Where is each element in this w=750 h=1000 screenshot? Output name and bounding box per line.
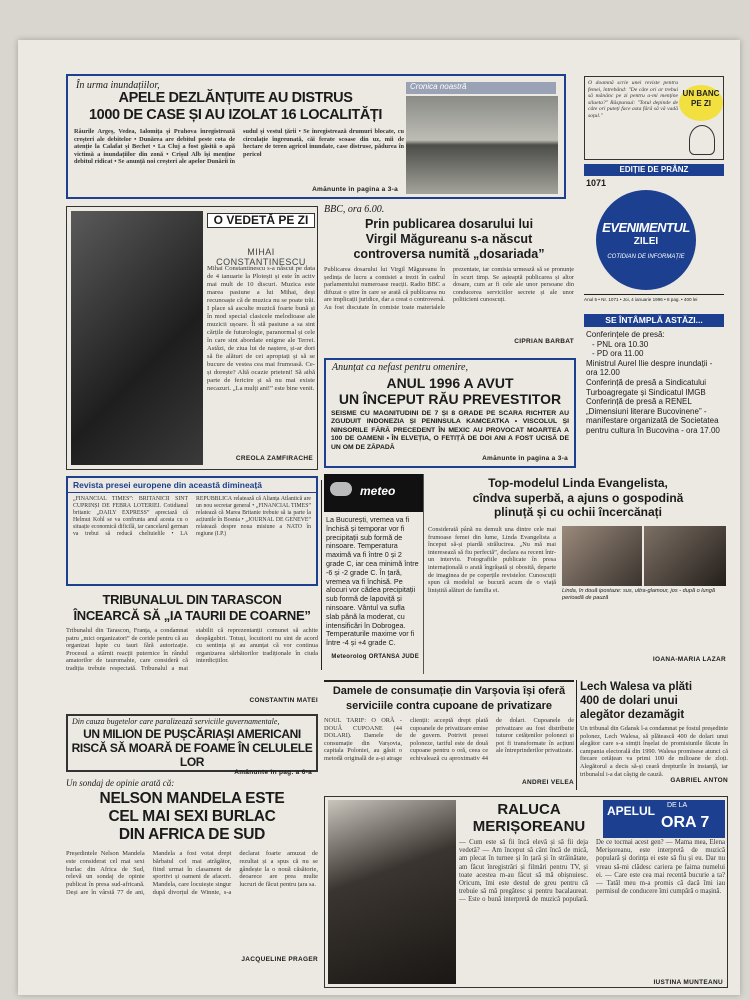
events-item: „Dimensiuni literare Bucovinene” - manifestare organizată de Societatea pentru cultura în Bucovina - ora 17.00 — [586, 406, 720, 435]
tarascon-story — [66, 592, 318, 712]
cartoon-face-icon — [689, 125, 715, 155]
linda-headline: Top-modelul Linda Evangelista, cîndva superbă, a ajuns o gospodină plinuță și cu ochii încercănați — [472, 476, 684, 519]
year-body: SEISME CU MAGNITUDINI DE 7 ȘI 8 GRADE PE SCARA RICHTER AU ZGUDUIT INDONEZIA ȘI PENINSULA KAMCEATKA • VISCOLUL ȘI NINSORILE FĂRĂ PRECEDENT ÎN MEXIC AU PROVOCAT MOARTEA A 100 DE OAMENI • ÎN ELVEȚIA, O FETIȚĂ DE DOI ANI A FOST UCISĂ DE UN OM DE ZĂPADĂ — [331, 410, 569, 451]
press-review-title: Revista presei europene din această dimineață — [68, 478, 316, 493]
tarascon-author: CONSTANTIN MATEI — [249, 697, 318, 704]
mandela-kicker: Un sondaj de opinie arată că: — [66, 778, 175, 788]
flood-headline: APELE DEZLĂNȚUITE AU DISTRUS 1000 DE CASE ȘI AU IZOLAT 16 LOCALITĂȚI — [89, 90, 382, 123]
warsaw-headline: Damele de consumație din Varșovia își oferă serviciile contra cupoane de privatizare — [324, 680, 574, 714]
walesa-author: GABRIEL ANTON — [670, 777, 728, 784]
meteo-header — [324, 474, 423, 512]
banc-text: O doamnă scrie unei reviste pentru femei, întrebând: "De câte ori ar trebui să mănânc pe zi pentru a-mi menține silueta?" Răspunsul: "Totul depinde de câte ori puteți face asta fără să vă vadă soțul." — [588, 80, 678, 119]
masthead — [584, 164, 724, 312]
flood-kicker: În urma inundațiilor, — [76, 80, 160, 91]
flood-story — [66, 74, 566, 199]
events-item: - PNL ora 10.30 — [592, 339, 649, 349]
mandela-author: JACQUELINE PRAGER — [241, 956, 318, 963]
year-note: Amănunte în pagina a 3-a — [482, 455, 568, 463]
raluca-photo — [328, 800, 456, 984]
prisoners-kicker: Din cauza bugetelor care paralizează serviciile guvernamentale, — [72, 717, 280, 726]
events-title: SE ÎNTÂMPLĂ ASTĂZI... — [584, 314, 724, 327]
flood-strip: Cronica noastră — [406, 82, 556, 94]
meteo-body: La București, vremea va fi închisă și temporar vor fi precipitații sub formă de ninsoare. Temperatura maximă va fi între 0 și 2 grade C, iar cea minimă între -6 și -2 grade C. În țară, vremea va fi închisă. Pe alocuri vor cădea precipitații sub formă de lapoviță și ninsoare. Vântul va sufla slab până la moderat, cu intensificări în Dobrogea. Temperaturile maxime vor fi între -4 și +4 grade C. — [326, 515, 419, 648]
events-item: Ministrul Aurel Ilie despre inundații - ora 12.00 — [586, 358, 713, 378]
meteo-box — [324, 474, 424, 674]
apel-badge: APELUL DE LA ORA 7 — [603, 800, 725, 838]
edition-label: EDIȚIE DE PRÂNZ — [584, 164, 724, 176]
vedeta-author: CREOLA ZAMFIRACHE — [235, 455, 313, 462]
newspaper-page — [18, 40, 740, 995]
issue-date: Anul 5 • Nr. 1071 • Joi, 4 ianuarie 1996 • 8 pag. • 400 lei — [584, 294, 724, 302]
raluca-interview — [324, 796, 728, 988]
walesa-story — [580, 680, 728, 792]
banc-title: UN BANC PE ZI — [679, 85, 723, 121]
vedeta-body: Mihai Constantinescu s-a născut pe data de 4 ianuarie la Ploiești și este în activ mai mult de 10 discuri. Muzica este marea pasiune a lui Mihai, deși recunoaște că de muzica nu se poate trăi. I place să asculte muzică foarte bună și în mod special clasicele melodioase ale muzicii ușoare. Îi stă pasiune a sa sint cărțile de futurologie, paranormal și cele în care sint abordate enigme ale Terrei. Astăzi, de ziua lui de naștere, și-ar dori să fie alături de cei apropiați și să se bucure de vestea cea mai frumoasă. Ce-și dorește? Altă ocazie prieteni! Să aibă parte de fericire și să nu mai existe necazuri. „La mulți ani!” este bine venit. — [207, 265, 315, 392]
raluca-author: IUSTINA MUNTEANU — [653, 979, 723, 986]
vedeta-photo — [71, 211, 203, 465]
flood-photo — [406, 96, 558, 194]
year-kicker: Anunțat ca nefast pentru omenire, — [332, 362, 468, 373]
banc-box — [584, 76, 724, 160]
mandela-headline: NELSON MANDELA ESTE CEL MAI SEXI BURLAC DIN AFRICA DE SUD — [99, 790, 285, 843]
linda-photo-1 — [562, 526, 642, 586]
raluca-name: RALUCA MERIȘOREANU — [472, 801, 586, 835]
flood-note: Amănunte în pagina a 3-a — [312, 186, 398, 193]
linda-story — [428, 476, 728, 676]
dosar-story — [324, 204, 574, 354]
warsaw-story — [324, 680, 574, 792]
walesa-headline: Lech Walesa va plăti 400 de dolari unui alegător dezamăgit — [580, 681, 693, 721]
meteo-author: Meteorolog ORTANSA JUDE — [331, 654, 419, 660]
linda-author: IOANA-MARIA LAZAR — [652, 656, 726, 663]
linda-photo-2 — [644, 526, 726, 586]
walesa-body: Un tribunal din Gdansk l-a condamnat pe fostul președinte polonez, Lech Walesa, să plătească 400 de dolari unui alegător care s-a simțit înșelat de promisiunile făcute în campania electorală din 1990. Walesa promisese atunci că fiecare cetățean va primi 100 de milioane de zloți. Alegătorul a decis să-și ceară drepturile în instanță, iar tribunalul i-a dat câștig de cauză. — [580, 725, 728, 778]
flood-body: Râurile Argeș, Vedea, Ialomița și Prahova înregistrează creșteri ale debitelor • Dunărea are debitul peste cota de atenție la Calafat și Bechet • La Cluj a fost găsită o apă victimă a inundațiilor din zonă • Crișul Alb își menține debitul ridicat • Se anunță noi creșteri ale apelor Dunării în sudul și vestul țării • Se înregistrează drumuri blocate, cu circulație îngreunată, căi ferate scoase din uz, mii de hectare de teren agricol inundate, case distruse, pădurea în pericol — [74, 128, 404, 166]
events-item: Conferință de presă a Sindicatului Turboagregate și Sindicatul IMGB — [586, 377, 707, 397]
prisoners-headline: UN MILION DE PUȘCĂRIAȘI AMERICANI RISCĂ SĂ MOARĂ DE FOAME ÎN CELULELE LOR — [71, 727, 313, 769]
meteo-label: meteo — [360, 484, 396, 498]
column-rule — [321, 480, 322, 670]
paper-tagline: COTIDIAN DE INFORMAȚIE — [607, 254, 685, 260]
dosar-headline: Prin publicarea dosarului lui Virgil Măgureanu s-a născut controversa numită „dosariada” — [353, 217, 545, 261]
vedeta-name: MIHAI CONSTANTINESCU — [216, 247, 306, 267]
vedeta-box — [66, 206, 318, 470]
mandela-story — [66, 778, 318, 990]
events-item: Conferințele de presă: — [586, 330, 665, 339]
cloud-icon — [330, 482, 352, 496]
tarascon-body: Tribunalul din Tarascon, Franța, a condamnat patru „mici organizatori” de coride pentru că au organizat lupte cu tauri fără autorizație. Procesul a stârnit reacții puternice în rândul amatorilor de tauromahie, care consideră că tradiția trebuie respectată. Tribunalul a mai stabilit că reprezentanții comunei să achite despăgubiri. Totuși, locuitorii nu sint de acord cu sentința și au anunțat că vor continua organizarea sărbătorilor tradiționale în ciuda interdicțiilor. — [66, 627, 318, 672]
warsaw-body: NOUL TARIF: O ORĂ - DOUĂ CUPOANE (44 DOLARI). Damele de consumație din Varșovia, capitala Poloniei, au găsit o metodă originală de a-și atrage clienții: acceptă drept plată cupoanele de privatizare emise de guvern. Potrivit presei poloneze, tariful este de două cupoane pentru o oră, ceea ce echivalează cu aproximativ 44 de dolari. Cupoanele de privatizare au fost distribuite tuturor cetățenilor polonezi și pot fi transformate în acțiuni ale întreprinderilor privatizate. — [324, 717, 574, 762]
linda-caption: Linda, în două ipostaze: sus, ultra-glamour, jos - după o lungă perioadă de pauză — [562, 588, 715, 601]
linda-body: Considerată până nu demult una dintre cele mai frumoase femei din lume, Linda Evangelista a început să-și piardă strălucirea. „Nu mă mai interesează să fiu perfectă”, declara ea recent într-un interviu. Fotografiile publicate în presa internațională o arată îngrășată și obosită, departe de imaginea de pe coperțile revistelor. Cunoscuții spun că modelul se bucură acum de o viață liniștită alături de familia ei. — [428, 526, 556, 594]
issue-number: 1071 — [586, 178, 607, 188]
raluca-body: — Cum este să fii încă elevă și să fii deja vedetă? — Am început să cânt încă de mică, am plecat în turnee și în țară și în străinătate, am făcut înregistrări și filmări pentru TV, și toate acestea m-au făcut să mă obișnuiesc. Oricum, îmi este destul de greu pentru că trebuie să mă pregătesc și pentru bacalaureat. — Este o bună interpretă de muzică populară. De ce tocmai acest gen? — Mama mea, Elena Merișoreanu, este interpretă de muzică populară și dorința ei este să fiu și eu. Dar nu vreau să-mi clădesc cariera pe faima numelui ei. — Care este cea mai recentă bucurie a ta? — Tatăl meu m-a promis că dacă îmi iau permisul de conducere îmi cumpără o mașină. — [459, 839, 725, 904]
press-review — [66, 476, 318, 586]
events-list — [584, 327, 724, 439]
prisoners-story — [66, 714, 318, 776]
dosar-body: Publicarea dosarului lui Virgil Măgureanu în ședința de lucru a comisiei a trezit în cadrul parlamentului numeroase reacții. Radio BBC a difuzat o știre în care se arată că publicarea nu are implicații juridice, dar a creat o controversă. Au fost discutate în comisie toate materialele prezentate, iar comisia urmează să se pronunțe în scurt timp. Se așteaptă publicarea și altor dosare, cum ar fi cele ale unor persoane din conducerea serviciilor secrete și ale unor politicieni cunoscuți. — [324, 266, 574, 311]
dosar-author: CIPRIAN BARBAT — [514, 338, 574, 345]
paper-name: EVENIMENTUL — [602, 220, 690, 235]
tarascon-headline: TRIBUNALUL DIN TARASCON ÎNCEARCĂ SĂ „IA TAURII DE COARNE” — [73, 592, 311, 623]
prisoners-note: Amănunte în pag. a 6-a — [234, 769, 312, 776]
events-item: Conferință de presă a RENEL — [586, 397, 692, 407]
year-headline: ANUL 1996 A AVUT UN ÎNCEPUT RĂU PREVESTITOR — [338, 375, 562, 407]
year-1996-story — [324, 358, 576, 468]
mandela-body: Președintele Nelson Mandela este considerat cel mai sexi burlac din Africa de Sud, relevă un sondaj de opinie publicat în presa sud-africană. Deși are în vârstă 77 de ani, Mandela a fost votat drept bărbatul cel mai atrăgător, fiind urmat în clasament de sportivi și oameni de afaceri. Mandela, care locuiește singur după divorțul de Winnie, s-a declarat foarte amuzat de rezultat și a spus că nu se gândește la o nouă căsătorie, deoarece are prea multe lucruri de făcut pentru țara sa. — [66, 850, 318, 896]
paper-subname: ZILEI — [633, 236, 659, 247]
warsaw-author: ANDREI VELEA — [522, 779, 574, 786]
events-item: - PD ora 11.00 — [592, 349, 644, 359]
dosar-kicker: BBC, ora 6.00. — [324, 204, 385, 215]
column-rule — [576, 680, 577, 790]
vedeta-label: O VEDETĂ PE ZI — [207, 213, 315, 228]
press-review-body: „FINANCIAL TIMES”: BRITANICII SINT CUPRINȘI DE FEBRA LOTERIEI. Cotidianul britanic „DAILY EXPRESS” apreciază că Helmut Kohl se va confrunta anul acesta cu o situație economică dificilă, iar cancelarul german va trebui să reducă cheltuielile • LA REPUBBLICA relatează că Alianța Atlantică are un nou secretar general • „FINANCIAL TIMES” relatează că Marea Britanie trebuie să ia parte la acțiunile în Bosnia • „JOURNAL DE GENEVE” relatează despre noua misiune a NATO în regiune (I.P.) — [73, 496, 311, 537]
